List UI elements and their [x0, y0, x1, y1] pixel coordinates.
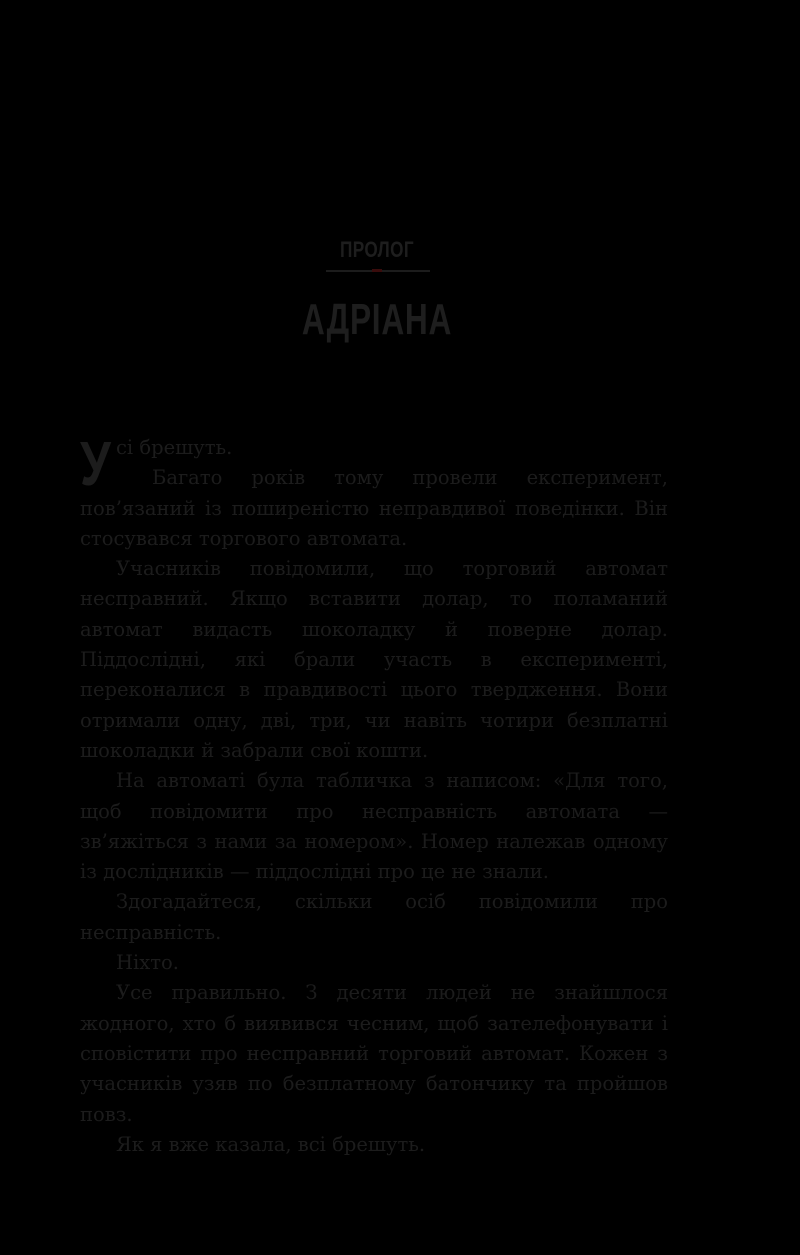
body-text: [80, 430, 668, 1160]
chapter-title: АДРІАНА: [301, 295, 453, 344]
paragraph-5: Здогадайтеся, скільки осіб повідомили про несправність.: [80, 890, 668, 944]
paragraph-text: сі брешуть.: [116, 436, 233, 459]
paragraph-7: Усе правильно. З десяти людей не знайшлося жодного, хто б виявився чесним, щоб зателефонувати і сповістити про несправний торговий автомат. Кожен з учасників узяв по безплатному батончику та пройшов повз.: [80, 981, 668, 1126]
paragraph-6: Ніхто.: [116, 951, 179, 975]
paragraph-2: Багато років тому провели експеримент, пов’язаний із поширеністю неправдивої поведінки. Він стосувався торгового автомата.: [80, 466, 668, 550]
paragraph-4: На автоматі була табличка з написом: «Для того, щоб повідомити про несправність автомата — зв’яжіться з нами за номером». Номер належав одному із дослідників — піддослідні про це не знали.: [80, 769, 668, 884]
chapter-divider-accent: [372, 269, 382, 272]
paragraph-3: Учасників повідомили, що торговий автомат несправний. Якщо вставити долар, то поламаний автомат видасть шоколадку й поверне долар. Піддослідні, які брали участь в експерименті, переконалися в правдивості цього твердження. Вони отримали одну, дві, три, чи навіть чотири безплатні шоколадки й забрали свої кошти.: [80, 557, 668, 762]
chapter-label: ПРОЛОГ: [340, 237, 414, 262]
drop-cap: У: [80, 430, 111, 499]
paragraph-8: Як я вже казала, всі брешуть.: [116, 1132, 426, 1156]
paragraph-1: [80, 430, 668, 499]
